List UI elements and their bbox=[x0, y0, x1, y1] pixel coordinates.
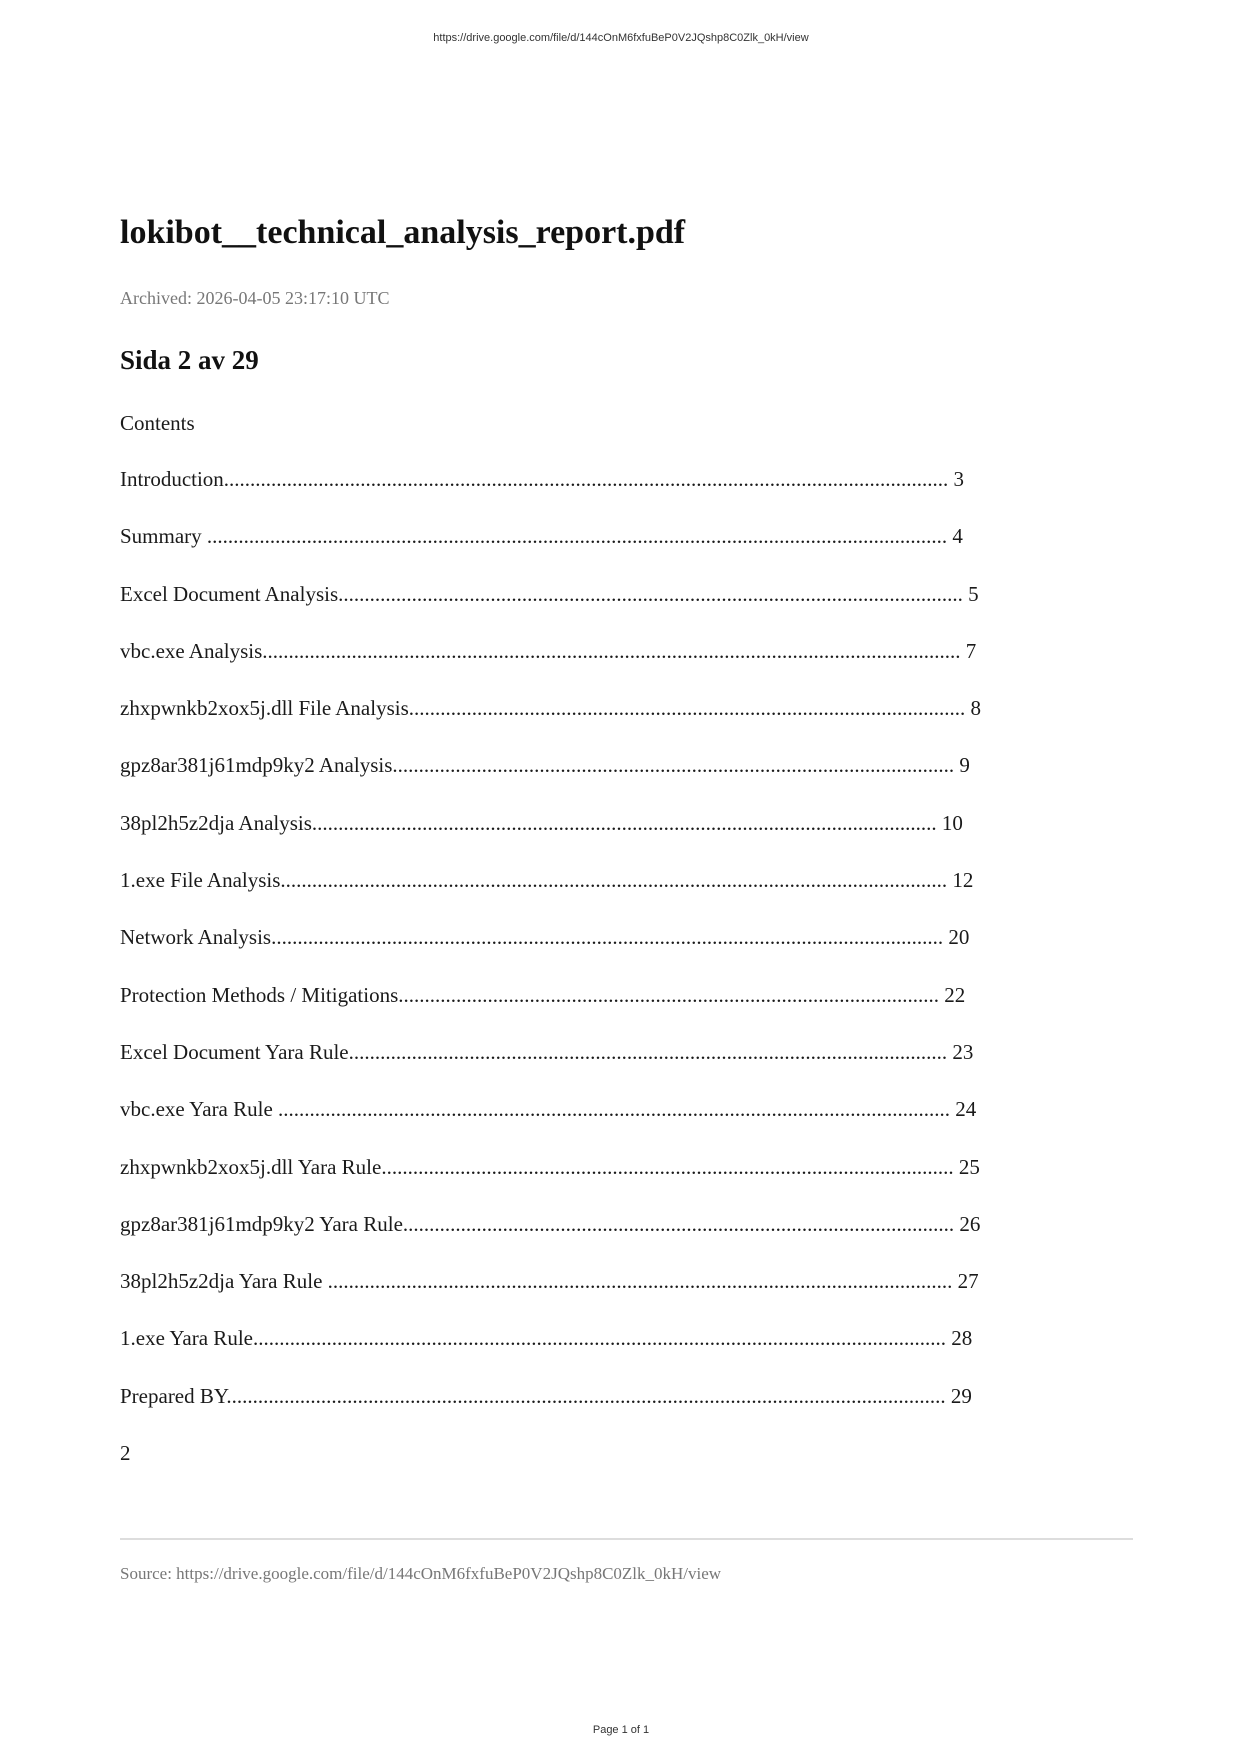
toc-entry: Excel Document Analysis....................................................................................................................... 5 bbox=[120, 581, 979, 606]
toc-entry: vbc.exe Analysis..................................................................................................................................... 7 bbox=[120, 638, 977, 663]
document-page-number: 2 bbox=[120, 1441, 131, 1465]
toc-entry: Excel Document Yara Rule.................................................................................................................. 23 bbox=[120, 1039, 974, 1064]
toc-entry: Introduction.......................................................................................................................................... 3 bbox=[120, 467, 965, 491]
footer-divider bbox=[120, 1538, 1133, 1540]
toc-entry: Prepared BY......................................................................................................................................... 29 bbox=[120, 1383, 972, 1408]
toc-entry: 38pl2h5z2dja Analysis....................................................................................................................... 10 bbox=[120, 810, 963, 835]
toc-entry: 38pl2h5z2dja Yara Rule ....................................................................................................................... 27 bbox=[120, 1269, 979, 1294]
toc-entry: Network Analysis................................................................................................................................ 20 bbox=[120, 925, 970, 950]
print-header-url: https://drive.google.com/file/d/144cOnM6fxfuBeP0V2JQshp8C0Zlk_0kH/view bbox=[433, 32, 809, 44]
archived-timestamp: Archived: 2026-04-05 23:17:10 UTC bbox=[120, 288, 390, 308]
toc-entry: 1.exe File Analysis............................................................................................................................... 12 bbox=[120, 868, 974, 893]
toc-entry: gpz8ar381j61mdp9ky2 Yara Rule......................................................................................................... 26 bbox=[120, 1211, 981, 1236]
toc-entry: zhxpwnkb2xox5j.dll File Analysis.......................................................................................................... 8 bbox=[120, 696, 981, 721]
toc-entry: vbc.exe Yara Rule ................................................................................................................................ 24 bbox=[120, 1097, 977, 1122]
table-of-contents bbox=[120, 467, 981, 1441]
toc-entry: zhxpwnkb2xox5j.dll Yara Rule............................................................................................................. 25 bbox=[120, 1154, 980, 1179]
toc-entry: Summary ............................................................................................................................................. 4 bbox=[120, 524, 963, 549]
contents-label: Contents bbox=[120, 411, 195, 435]
toc-entry: 1.exe Yara Rule.................................................................................................................................... 28 bbox=[120, 1326, 973, 1351]
toc-entry: gpz8ar381j61mdp9ky2 Analysis........................................................................................................... 9 bbox=[120, 753, 970, 778]
document-title: lokibot__technical_analysis_report.pdf bbox=[120, 214, 686, 251]
toc-entry: Protection Methods / Mitigations....................................................................................................... 22 bbox=[120, 982, 966, 1007]
page-heading: Sida 2 av 29 bbox=[120, 345, 259, 375]
print-page-counter: Page 1 of 1 bbox=[592, 1724, 650, 1736]
source-url: Source: https://drive.google.com/file/d/144cOnM6fxfuBeP0V2JQshp8C0Zlk_0kH/view bbox=[120, 1564, 722, 1583]
